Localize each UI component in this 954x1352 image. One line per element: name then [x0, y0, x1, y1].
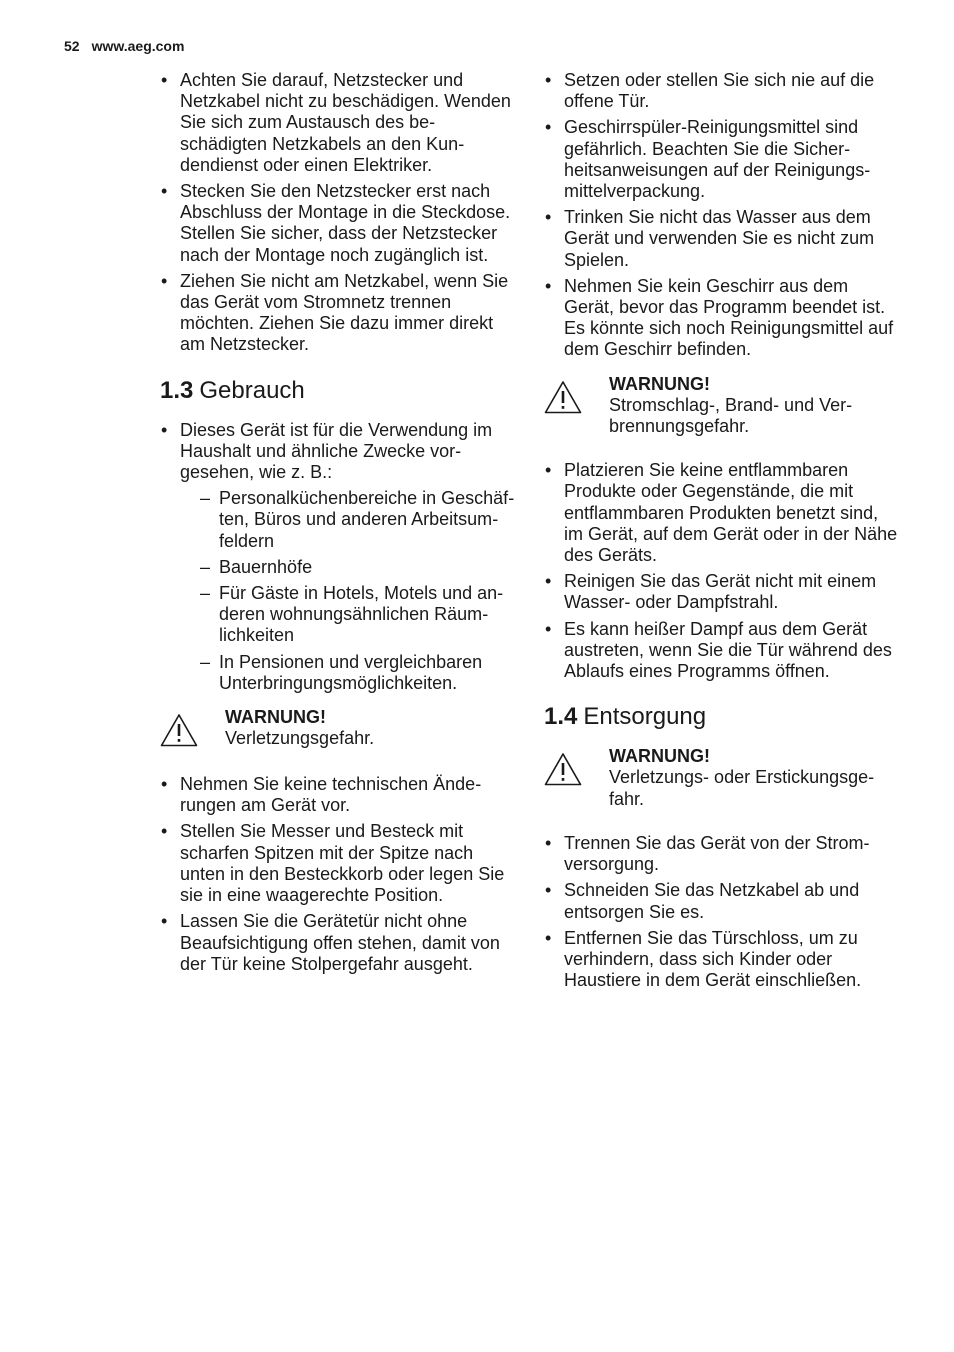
list-item: • Es kann heißer Dampf aus dem Gerät austreten, wenn Sie die Tür während des Ablaufs eines Programms öffnen.	[544, 619, 900, 683]
section-number: 1.4	[544, 703, 578, 731]
list-item-text: Dieses Gerät ist für die Verwendung im Haushalt und ähnliche Zwecke vorgesehen, wie z. B.:	[180, 419, 493, 483]
list-item	[160, 420, 516, 694]
list-item: • Nehmen Sie kein Geschirr aus dem Gerät, bevor das Programm beendet ist. Es könnte sich noch Reinigungsmittel auf dem Geschirr befinden.	[544, 276, 900, 361]
list-item: • Trennen Sie das Gerät von der Stromversorgung.	[544, 833, 900, 875]
warning-triangle-icon	[544, 752, 582, 786]
warning-text: Stromschlag-, Brand- und Verbrennungsgefahr.	[609, 394, 853, 437]
list-item: • Achten Sie darauf, Netzstecker und Netzkabel nicht zu beschädigen. Wenden Sie sich zum Austausch des beschädigten Netzkabels an den Kundendienst oder einen Elektriker.	[160, 70, 516, 176]
section-heading-gebrauch	[160, 376, 516, 406]
bullet-list	[160, 774, 516, 975]
list-item: • Setzen oder stellen Sie sich nie auf die offene Tür.	[544, 70, 900, 112]
list-item: • Platzieren Sie keine entflammbaren Produkte oder Gegenstände, die mit entflammbaren Produkten benetzt sind, im Gerät, auf dem Gerät oder in der Nähe des Geräts.	[544, 460, 900, 566]
warning-title: WARNUNG!	[609, 746, 710, 767]
list-item: – Personalküchenbereiche in Geschäften, Büros und anderen Arbeitsumfeldern	[200, 488, 516, 552]
list-item: • Trinken Sie nicht das Wasser aus dem Gerät und verwenden Sie es nicht zum Spielen.	[544, 207, 900, 271]
warning-title: WARNUNG!	[225, 707, 326, 728]
bullet-list	[544, 460, 900, 682]
site-url: www.aeg.com	[91, 38, 185, 54]
list-item: • Lassen Sie die Gerätetür nicht ohne Beaufsichtigung offen stehen, damit von der Tür keine Stolpergefahr ausgeht.	[160, 911, 516, 975]
section-number: 1.3	[160, 376, 194, 404]
list-item: • Entfernen Sie das Türschloss, um zu verhindern, dass sich Kinder oder Haustiere in dem Gerät einschließen.	[544, 928, 900, 992]
page-number: 52	[64, 38, 80, 54]
list-item: • Nehmen Sie keine technischen Änderungen am Gerät vor.	[160, 774, 516, 816]
right-column	[544, 70, 900, 996]
warning-triangle-icon	[160, 713, 198, 747]
warning-text: Verletzungsgefahr.	[225, 728, 375, 749]
warning-title: WARNUNG!	[609, 373, 710, 394]
bullet-list	[544, 70, 900, 361]
bullet-list	[544, 833, 900, 991]
page-header	[64, 38, 184, 54]
bullet-list	[160, 70, 516, 356]
bullet-list	[160, 420, 516, 694]
dash-list	[200, 488, 516, 694]
list-item: – In Pensionen und vergleichbaren Unterbringungsmöglichkeiten.	[200, 652, 516, 694]
warning-triangle-icon	[544, 380, 582, 414]
warning-box	[544, 746, 900, 810]
list-item: • Stellen Sie Messer und Besteck mit scharfen Spitzen mit der Spitze nach unten in den Besteckkorb oder legen Sie sie in eine waagerechte Position.	[160, 821, 516, 906]
section-title: Entsorgung	[583, 703, 707, 731]
list-item: • Reinigen Sie das Gerät nicht mit einem Wasser- oder Dampfstrahl.	[544, 571, 900, 613]
warning-box	[160, 707, 516, 751]
list-item: • Geschirrspüler-Reinigungsmittel sind gefährlich. Beachten Sie die Sicherheitsanweisungen auf der Reinigungsmittelverpackung.	[544, 117, 900, 202]
list-item: – Für Gäste in Hotels, Motels und anderen wohnungsähnlichen Räumlichkeiten	[200, 583, 516, 647]
warning-text: Verletzungs- oder Erstickungsgefahr.	[609, 767, 875, 809]
left-column	[160, 70, 516, 980]
section-heading-entsorgung	[544, 702, 900, 732]
section-title: Gebrauch	[199, 376, 305, 404]
list-item: • Stecken Sie den Netzstecker erst nach Abschluss der Montage in die Steckdose. Stellen Sie sicher, dass der Netzstecker nach der Montage noch zugänglich ist.	[160, 181, 516, 266]
list-item: • Schneiden Sie das Netzkabel ab und entsorgen Sie es.	[544, 880, 900, 922]
list-item: – Bauernhöfe	[200, 557, 516, 578]
warning-box	[544, 374, 900, 438]
list-item: • Ziehen Sie nicht am Netzkabel, wenn Sie das Gerät vom Stromnetz trennen möchten. Ziehen Sie dazu immer direkt am Netzstecker.	[160, 271, 516, 356]
